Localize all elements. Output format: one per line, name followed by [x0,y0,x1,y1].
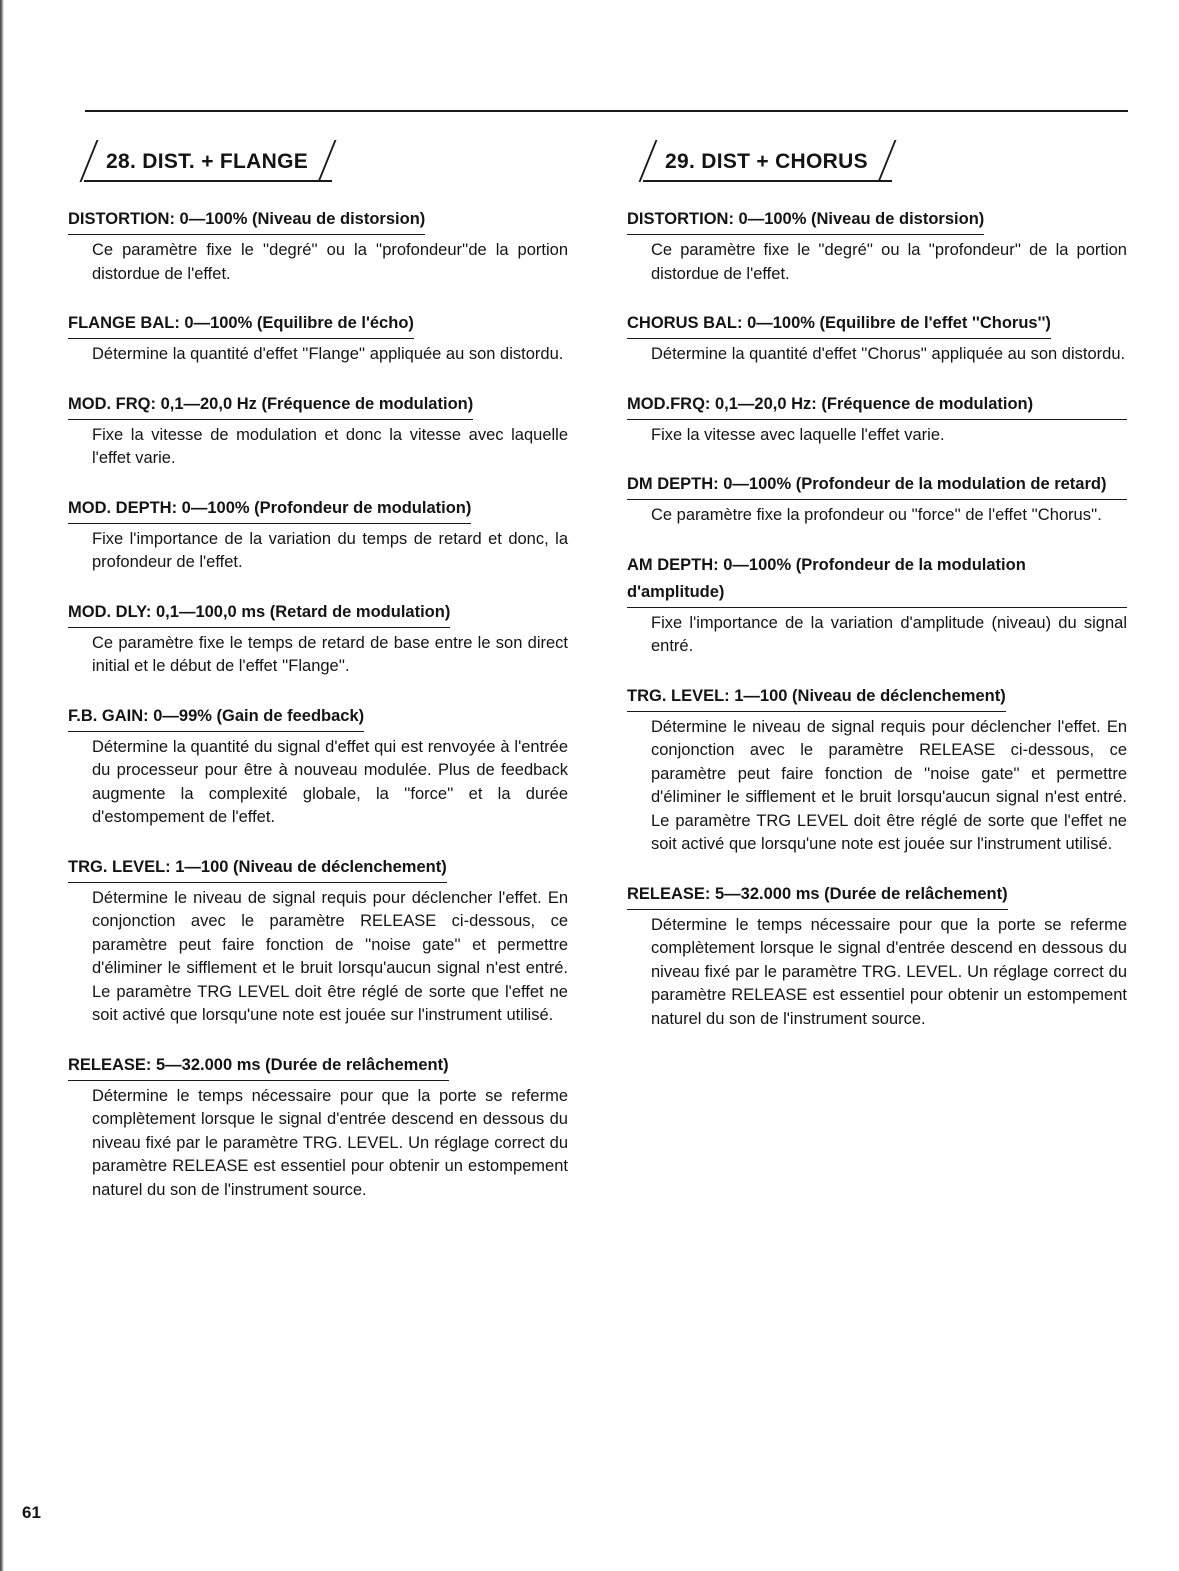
param-description: Détermine la quantité d'effet ''Flange'' appliquée au son distordu. [92,345,564,363]
param-block [68,854,568,1028]
param-block [627,683,1127,857]
param-description: Fixe la vitesse avec laquelle l'effet varie. [651,425,945,444]
param-heading: RELEASE: 5—32.000 ms (Durée de relâchement) [68,1052,449,1081]
param-block [68,495,568,575]
param-block [68,599,568,679]
param-heading: RELEASE: 5—32.000 ms (Durée de relâchement) [627,881,1008,910]
section-dist-chorus [627,130,1127,1055]
param-description: Détermine la quantité du signal d'effet qui est renvoyée à l'entrée du processeur pour être à nouveau modulée. Plus de feedback augmente la complexité globale, la ''force'' et la durée d'estompement de l'effet. [92,737,568,826]
param-block [68,206,568,286]
param-heading: DISTORTION: 0—100% (Niveau de distorsion) [627,206,984,235]
param-description: Fixe l'importance de la variation du temps de retard et donc, la profondeur de l'effet. [92,529,568,571]
section-dist-flange [68,130,568,1226]
param-heading: TRG. LEVEL: 1—100 (Niveau de déclenchement) [627,683,1006,712]
param-heading: DM DEPTH: 0—100% (Profondeur de la modulation de retard) [627,471,1127,500]
param-block [627,206,1127,286]
param-heading: MOD. DEPTH: 0—100% (Profondeur de modulation) [68,495,471,524]
param-heading: DISTORTION: 0—100% (Niveau de distorsion) [68,206,425,235]
param-block [627,310,1127,367]
param-description: Ce paramètre fixe la profondeur ou ''force'' de l'effet ''Chorus''. [651,506,1102,524]
param-heading: CHORUS BAL: 0—100% (Equilibre de l'effet ''Chorus'') [627,310,1051,339]
param-description: Fixe l'importance de la variation d'amplitude (niveau) du signal entré. [651,613,1127,655]
param-description: Fixe la vitesse de modulation et donc la vitesse avec laquelle l'effet varie. [92,425,568,467]
param-description: Ce paramètre fixe le temps de retard de base entre le son direct initial et le début de l'effet ''Flange''. [92,633,568,675]
param-block [68,391,568,471]
param-description: Détermine le niveau de signal requis pour déclencher l'effet. En conjonction avec le paramètre RELEASE ci-dessous, ce paramètre peut faire fonction de ''noise gate'' et permettre d'éliminer le sifflement et le bruit lorsqu'aucun signal n'est entré. Le paramètre TRG LEVEL doit être réglé de sorte que l'effet ne soit activé que lorsqu'une note est jouée sur l'instrument utilisé. [651,717,1127,853]
page-edge-shadow [0,0,4,1571]
param-heading: MOD. DLY: 0,1—100,0 ms (Retard de modulation) [68,599,450,628]
section-title: 29. DIST + CHORUS [643,144,892,182]
section-title: 28. DIST. + FLANGE [84,144,332,182]
page-number: 61 [22,1503,41,1522]
param-description: Détermine le niveau de signal requis pour déclencher l'effet. En conjonction avec le paramètre RELEASE ci-dessous, ce paramètre peut faire fonction de ''noise gate'' et permettre d'éliminer le sifflement et le bruit lorsqu'aucun signal n'est entré. Le paramètre TRG LEVEL doit être réglé de sorte que l'effet ne soit activé que lorsqu'une note est jouée sur l'instrument utilisé. [92,888,568,1024]
param-description: Détermine le temps nécessaire pour que la porte se referme complètement lorsque le signal d'entrée descend en dessous du niveau fixé par le paramètre TRG. LEVEL. Un réglage correct du paramètre RELEASE est essentiel pour obtenir un estompement naturel du son de l'instrument source. [651,915,1127,1028]
param-block [68,703,568,830]
param-block [627,391,1127,448]
param-heading: AM DEPTH: 0—100% (Profondeur de la modulation d'amplitude) [627,552,1127,608]
param-block [627,552,1127,659]
param-heading: FLANGE BAL: 0—100% (Equilibre de l'écho) [68,310,414,339]
param-description: Détermine la quantité d'effet ''Chorus'' appliquée au son distordu. [651,345,1126,363]
param-block [68,1052,568,1203]
param-heading: F.B. GAIN: 0—99% (Gain de feedback) [68,703,364,732]
param-description: Ce paramètre fixe le ''degré'' ou la ''profondeur''de la portion distordue de l'effet. [92,241,568,283]
param-description: Ce paramètre fixe le ''degré'' ou la ''profondeur'' de la portion distordue de l'effet. [651,241,1127,283]
param-block [627,881,1127,1032]
param-block [627,471,1127,528]
param-heading: MOD. FRQ: 0,1—20,0 Hz (Fréquence de modulation) [68,391,473,420]
param-heading: TRG. LEVEL: 1—100 (Niveau de déclenchement) [68,854,447,883]
param-block [68,310,568,367]
param-heading: MOD.FRQ: 0,1—20,0 Hz: (Fréquence de modulation) [627,391,1127,420]
top-rule [85,110,1128,112]
param-description: Détermine le temps nécessaire pour que la porte se referme complètement lorsque le signal d'entrée descend en dessous du niveau fixé par le paramètre TRG. LEVEL. Un réglage correct du paramètre RELEASE est essentiel pour obtenir un estompement naturel du son de l'instrument source. [92,1086,568,1199]
